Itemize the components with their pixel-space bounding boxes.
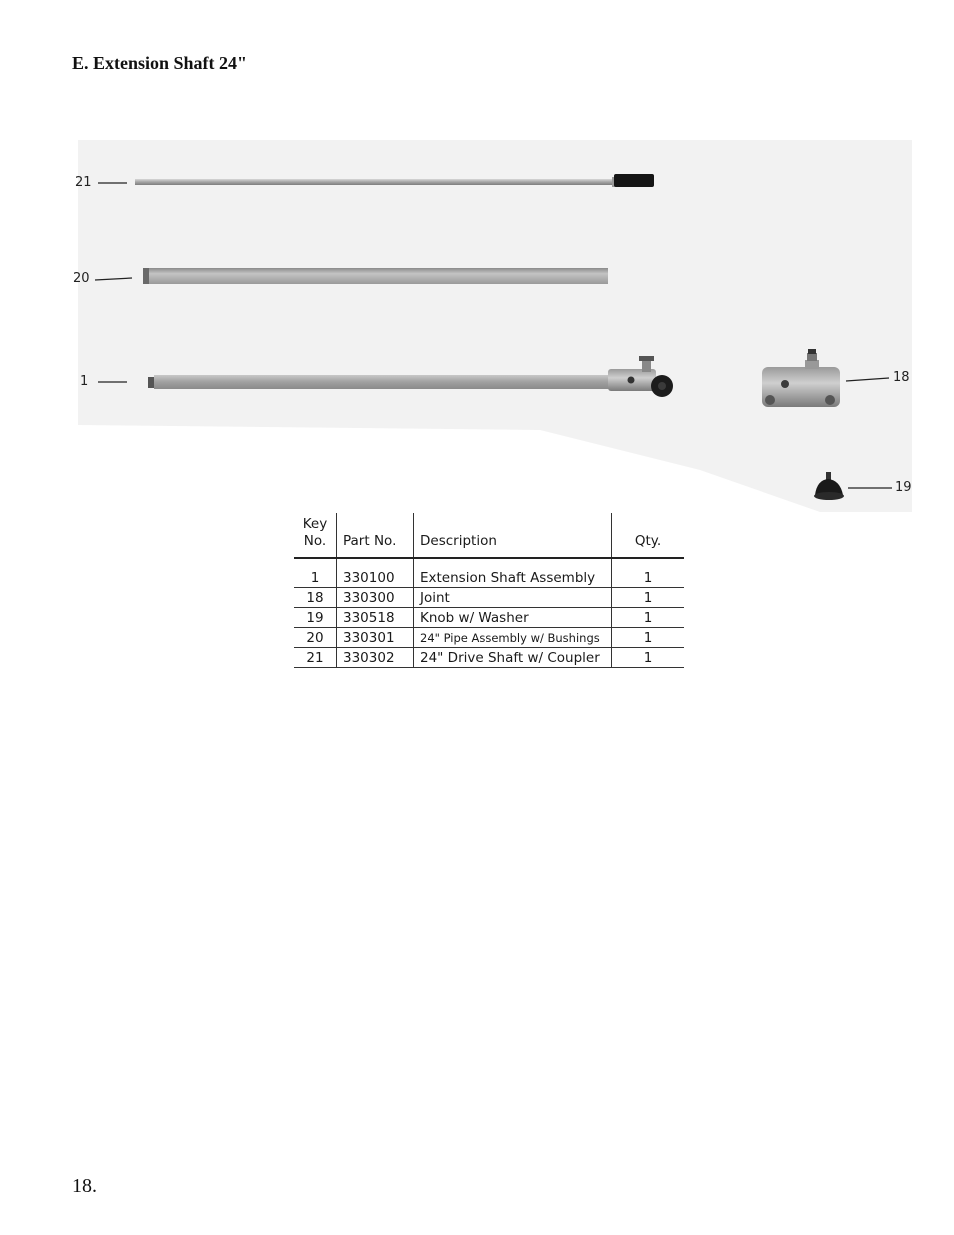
cell-key: 21: [294, 648, 337, 668]
cell-description: Knob w/ Washer: [414, 608, 612, 628]
cell-description: 24" Pipe Assembly w/ Bushings: [414, 628, 612, 648]
table-row: [294, 558, 684, 588]
header-key-no: Key No.: [294, 513, 337, 558]
cell-part: 330518: [337, 608, 414, 628]
cell-qty: 1: [612, 628, 685, 648]
cell-key: 19: [294, 608, 337, 628]
cell-part: 330301: [337, 628, 414, 648]
cell-description: Joint: [414, 588, 612, 608]
callout-19: 19: [895, 480, 912, 495]
cell-qty: 1: [612, 648, 685, 668]
table-row: [294, 628, 684, 648]
cell-key: 18: [294, 588, 337, 608]
header-qty: Qty.: [612, 513, 685, 558]
cell-qty: 1: [612, 558, 685, 588]
parts-table: [294, 513, 684, 668]
table-header-row: [294, 513, 684, 558]
callout-18: 18: [893, 370, 910, 385]
table-row: [294, 608, 684, 628]
cell-qty: 1: [612, 608, 685, 628]
callout-21: 21: [75, 175, 92, 190]
pipe-assembly-part-20: [143, 268, 608, 284]
cell-description: Extension Shaft Assembly: [414, 558, 612, 588]
header-description: Description: [414, 513, 612, 558]
cell-part: 330302: [337, 648, 414, 668]
callout-20: 20: [73, 271, 90, 286]
cell-part: 330100: [337, 558, 414, 588]
cell-key: 1: [294, 558, 337, 588]
page-number: 18.: [72, 1175, 97, 1197]
cell-qty: 1: [612, 588, 685, 608]
table-row: [294, 588, 684, 608]
photo-background: [78, 140, 912, 512]
callout-1: 1: [80, 374, 89, 389]
parts-diagram: [0, 0, 954, 520]
cell-description: 24" Drive Shaft w/ Coupler: [414, 648, 612, 668]
header-part-no: Part No.: [337, 513, 414, 558]
cell-key: 20: [294, 628, 337, 648]
table-row: [294, 648, 684, 668]
section-title: E. Extension Shaft 24": [72, 53, 248, 73]
cell-part: 330300: [337, 588, 414, 608]
